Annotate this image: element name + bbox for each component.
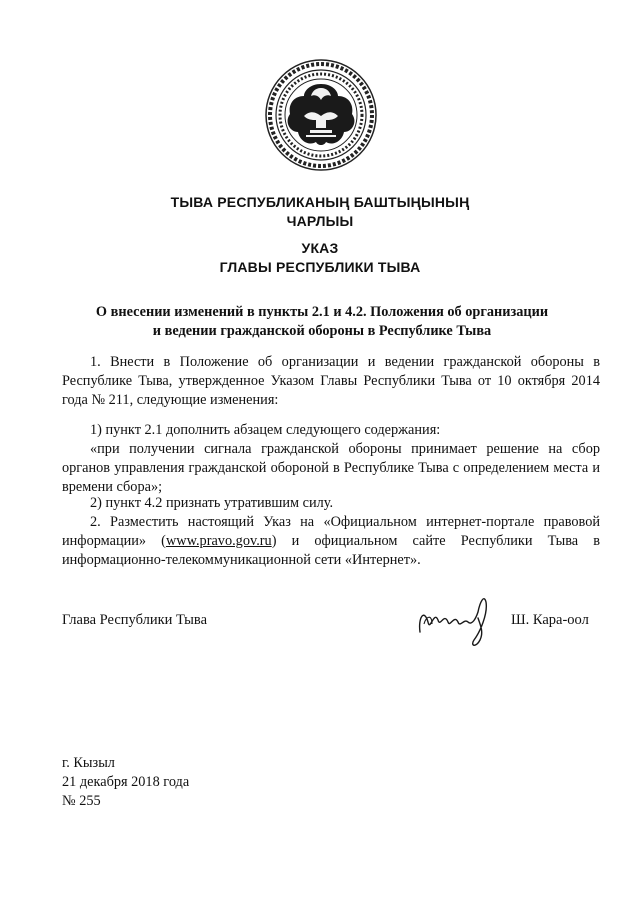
pravo-gov-link[interactable]: www.pravo.gov.ru <box>165 533 272 549</box>
paragraph-sub-1 <box>62 421 600 440</box>
footer-date: 21 декабря 2018 года <box>62 774 190 790</box>
paragraph-item-2-text-start: 2. Разместить настоящий Указ на «Официальном интернет-портале правовой информации» ( <box>62 514 600 549</box>
document-title-line-2: и ведении гражданской обороны в Республике Тыва <box>152 323 492 339</box>
header-title-russian: УКАЗ <box>301 240 339 256</box>
signatory-position: Глава Республики Тыва <box>62 612 208 628</box>
document-title-line-1: О внесении изменений в пункты 2.1 и 4.2. Положения об организации <box>95 304 549 320</box>
header-title-tuvan: ТЫВА РЕСПУБЛИКАНЫҢ БАШТЫҢЫНЫҢ <box>170 194 470 210</box>
paragraph-quote <box>62 440 600 497</box>
header-subtitle-russian: ГЛАВЫ РЕСПУБЛИКИ ТЫВА <box>219 259 421 275</box>
signatory-name: Ш. Кара-оол <box>511 612 589 628</box>
paragraph-quote-text: «при получении сигнала гражданской обороны принимает решение на сбор органов управления гражданской обороной в Республике Тыва с определением места и времени сбора»; <box>62 441 600 495</box>
tuva-coat-of-arms-icon <box>264 58 378 172</box>
handwritten-signature-icon <box>414 588 506 654</box>
footer-city: г. Кызыл <box>62 755 115 771</box>
paragraph-item-1 <box>62 353 600 410</box>
header-subtitle-tuvan: ЧАРЛЫЫ <box>286 213 354 229</box>
paragraph-sub-1-text: 1) пункт 2.1 дополнить абзацем следующего содержания: <box>90 422 441 438</box>
paragraph-sub-2 <box>62 494 600 513</box>
paragraph-item-2 <box>62 513 600 570</box>
paragraph-sub-2-text: 2) пункт 4.2 признать утратившим силу. <box>90 495 334 511</box>
footer-number: № 255 <box>62 793 101 809</box>
paragraph-item-1-text: 1. Внести в Положение об организации и ведении гражданской обороны в Республике Тыва, утвержденное Указом Главы Республики Тыва от 10 октября 2014 года № 211, следующие изменения: <box>62 354 600 408</box>
paragraph-item-2-text-end: ) и официальном сайте Республики Тыва в информационно-телекоммуникационной сети «Интернет». <box>62 533 600 568</box>
